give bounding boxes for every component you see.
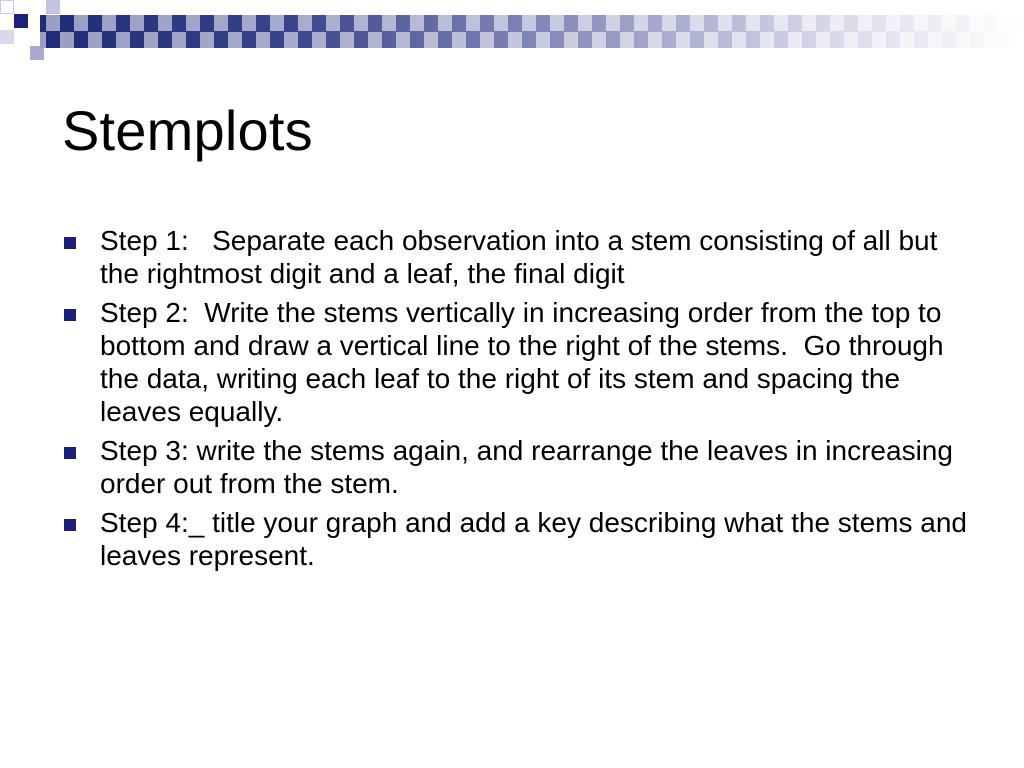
- decor-square: [14, 14, 28, 28]
- square-bullet-icon: [64, 519, 76, 531]
- decor-square: [30, 46, 44, 60]
- decor-square: [46, 0, 60, 14]
- bullet-item: [62, 434, 972, 500]
- bullet-text: Step 4:_ title your graph and add a key describing what the stems and leaves represent.: [100, 507, 975, 571]
- square-bullet-icon: [64, 309, 76, 321]
- square-bullet-icon: [64, 447, 76, 459]
- slide-title: Stemplots: [62, 99, 313, 162]
- bullet-item: [62, 506, 975, 572]
- bullet-item: [62, 224, 972, 290]
- bullet-text: Step 3: write the stems again, and rearrange the leaves in increasing order out from the stem.: [100, 435, 961, 499]
- bullet-text: Step 2: Write the stems vertically in increasing order from the top to bottom and draw a vertical line to the right of the stems. Go through the data, writing each leaf to the right of its stem and spacing the leaves equally.: [100, 297, 952, 427]
- decor-square: [0, 0, 14, 14]
- bullet-item: [62, 296, 972, 428]
- square-bullet-icon: [64, 237, 76, 249]
- bullet-text: Step 1: Separate each observation into a stem consisting of all but the rightmost digit and a leaf, the final digit: [100, 225, 946, 289]
- decor-square: [0, 30, 14, 44]
- header-band-pattern: [40, 32, 1024, 48]
- bullet-list: [62, 224, 975, 578]
- header-band: [40, 15, 1024, 48]
